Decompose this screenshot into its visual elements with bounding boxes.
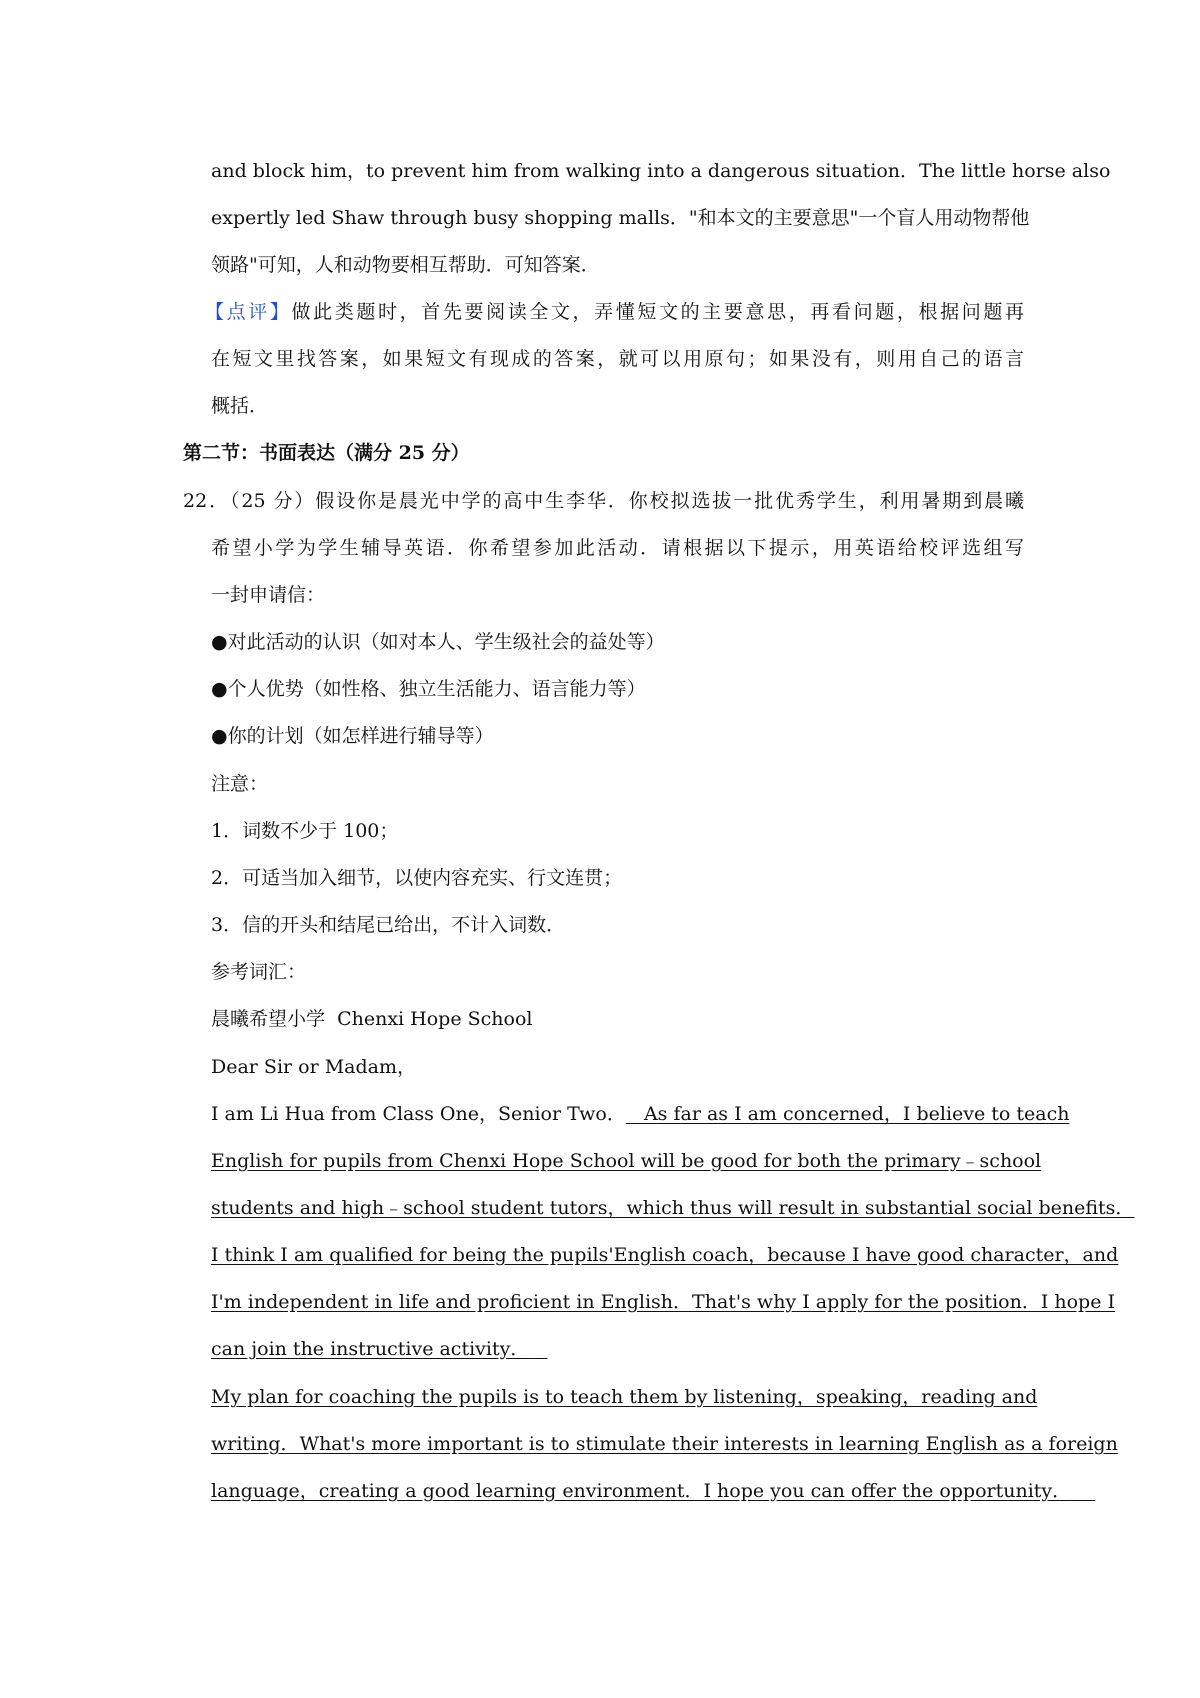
letter-intro: I am Li Hua from Class One，Senior Two． — [211, 1103, 626, 1125]
comment-text-1: 做此类题时，首先要阅读全文，弄懂短文的主要意思，再看问题，根据问题再 — [291, 301, 1024, 323]
answer-line: My plan for coaching the pupils is to teach them by listening，speaking，reading and — [211, 1386, 1038, 1408]
answer-line: students and high﹣school student tutors，which thus will result in substantial social benefits． — [211, 1197, 1135, 1219]
bullet-item: ●对此活动的认识（如对本人、学生级社会的益处等） — [211, 631, 665, 653]
bullet-item: ●你的计划（如怎样进行辅导等） — [211, 725, 494, 747]
answer-blank-text — [626, 1103, 1070, 1125]
comment-line-3: 概括． — [211, 395, 269, 417]
comment-line-2: 在短文里找答案，如果短文有现成的答案，就可以用原句；如果没有，则用自己的语言 — [211, 348, 1024, 370]
question-line-1: 22．（25 分）假设你是晨光中学的高中生李华．你校拟选拔一批优秀学生，利用暑期到晨曦 — [183, 490, 1024, 512]
answer-line — [211, 1336, 547, 1362]
analysis-line-3: 领路"可知，人和动物要相互帮助．可知答案． — [211, 254, 600, 276]
comment-line-1 — [205, 299, 1024, 325]
letter-salutation: Dear Sir or Madam， — [211, 1056, 416, 1078]
notes-title: 注意： — [211, 773, 269, 795]
note-item: 1．词数不少于 100； — [211, 820, 399, 842]
letter-first-line — [211, 1101, 1070, 1127]
comment-tag: 【点评】 — [205, 301, 292, 323]
analysis-line-1: and block him，to prevent him from walking into a dangerous situation．The little horse also — [211, 160, 1111, 182]
answer-line: I'm independent in life and proficient in English．That's why I apply for the position．I hope I — [211, 1291, 1115, 1313]
question-line-3: 一封申请信： — [211, 584, 326, 606]
answer-line-text: language，creating a good learning environment．I hope you can offer the opportunity． — [211, 1480, 1072, 1502]
vocab-title: 参考词汇： — [211, 961, 307, 983]
vocab-entry: 晨曦希望小学 Chenxi Hope School — [211, 1008, 533, 1030]
question-line-2: 希望小学为学生辅导英语．你希望参加此活动．请根据以下提示，用英语给校评选组写 — [211, 537, 1024, 559]
answer-line: As far as I am concerned，I believe to teach — [643, 1103, 1070, 1125]
note-item: 2．可适当加入细节，以使内容充实、行文连贯； — [211, 867, 623, 889]
section-title: 第二节：书面表达（满分 25 分） — [183, 442, 470, 464]
answer-line: English for pupils from Chenxi Hope School will be good for both the primary﹣school — [211, 1150, 1042, 1172]
answer-line: I think I am qualified for being the pupils'English coach，because I have good character，and — [211, 1244, 1119, 1266]
answer-line — [211, 1478, 1095, 1504]
bullet-item: ●个人优势（如性格、独立生活能力、语言能力等） — [211, 678, 646, 700]
note-item: 3．信的开头和结尾已给出，不计入词数． — [211, 914, 566, 936]
answer-line: writing．What's more important is to stimulate their interests in learning English as a foreign — [211, 1433, 1118, 1455]
analysis-line-2: expertly led Shaw through busy shopping malls．"和本文的主要意思"一个盲人用动物帮他 — [211, 207, 1030, 229]
answer-line-text: can join the instructive activity． — [211, 1338, 530, 1360]
